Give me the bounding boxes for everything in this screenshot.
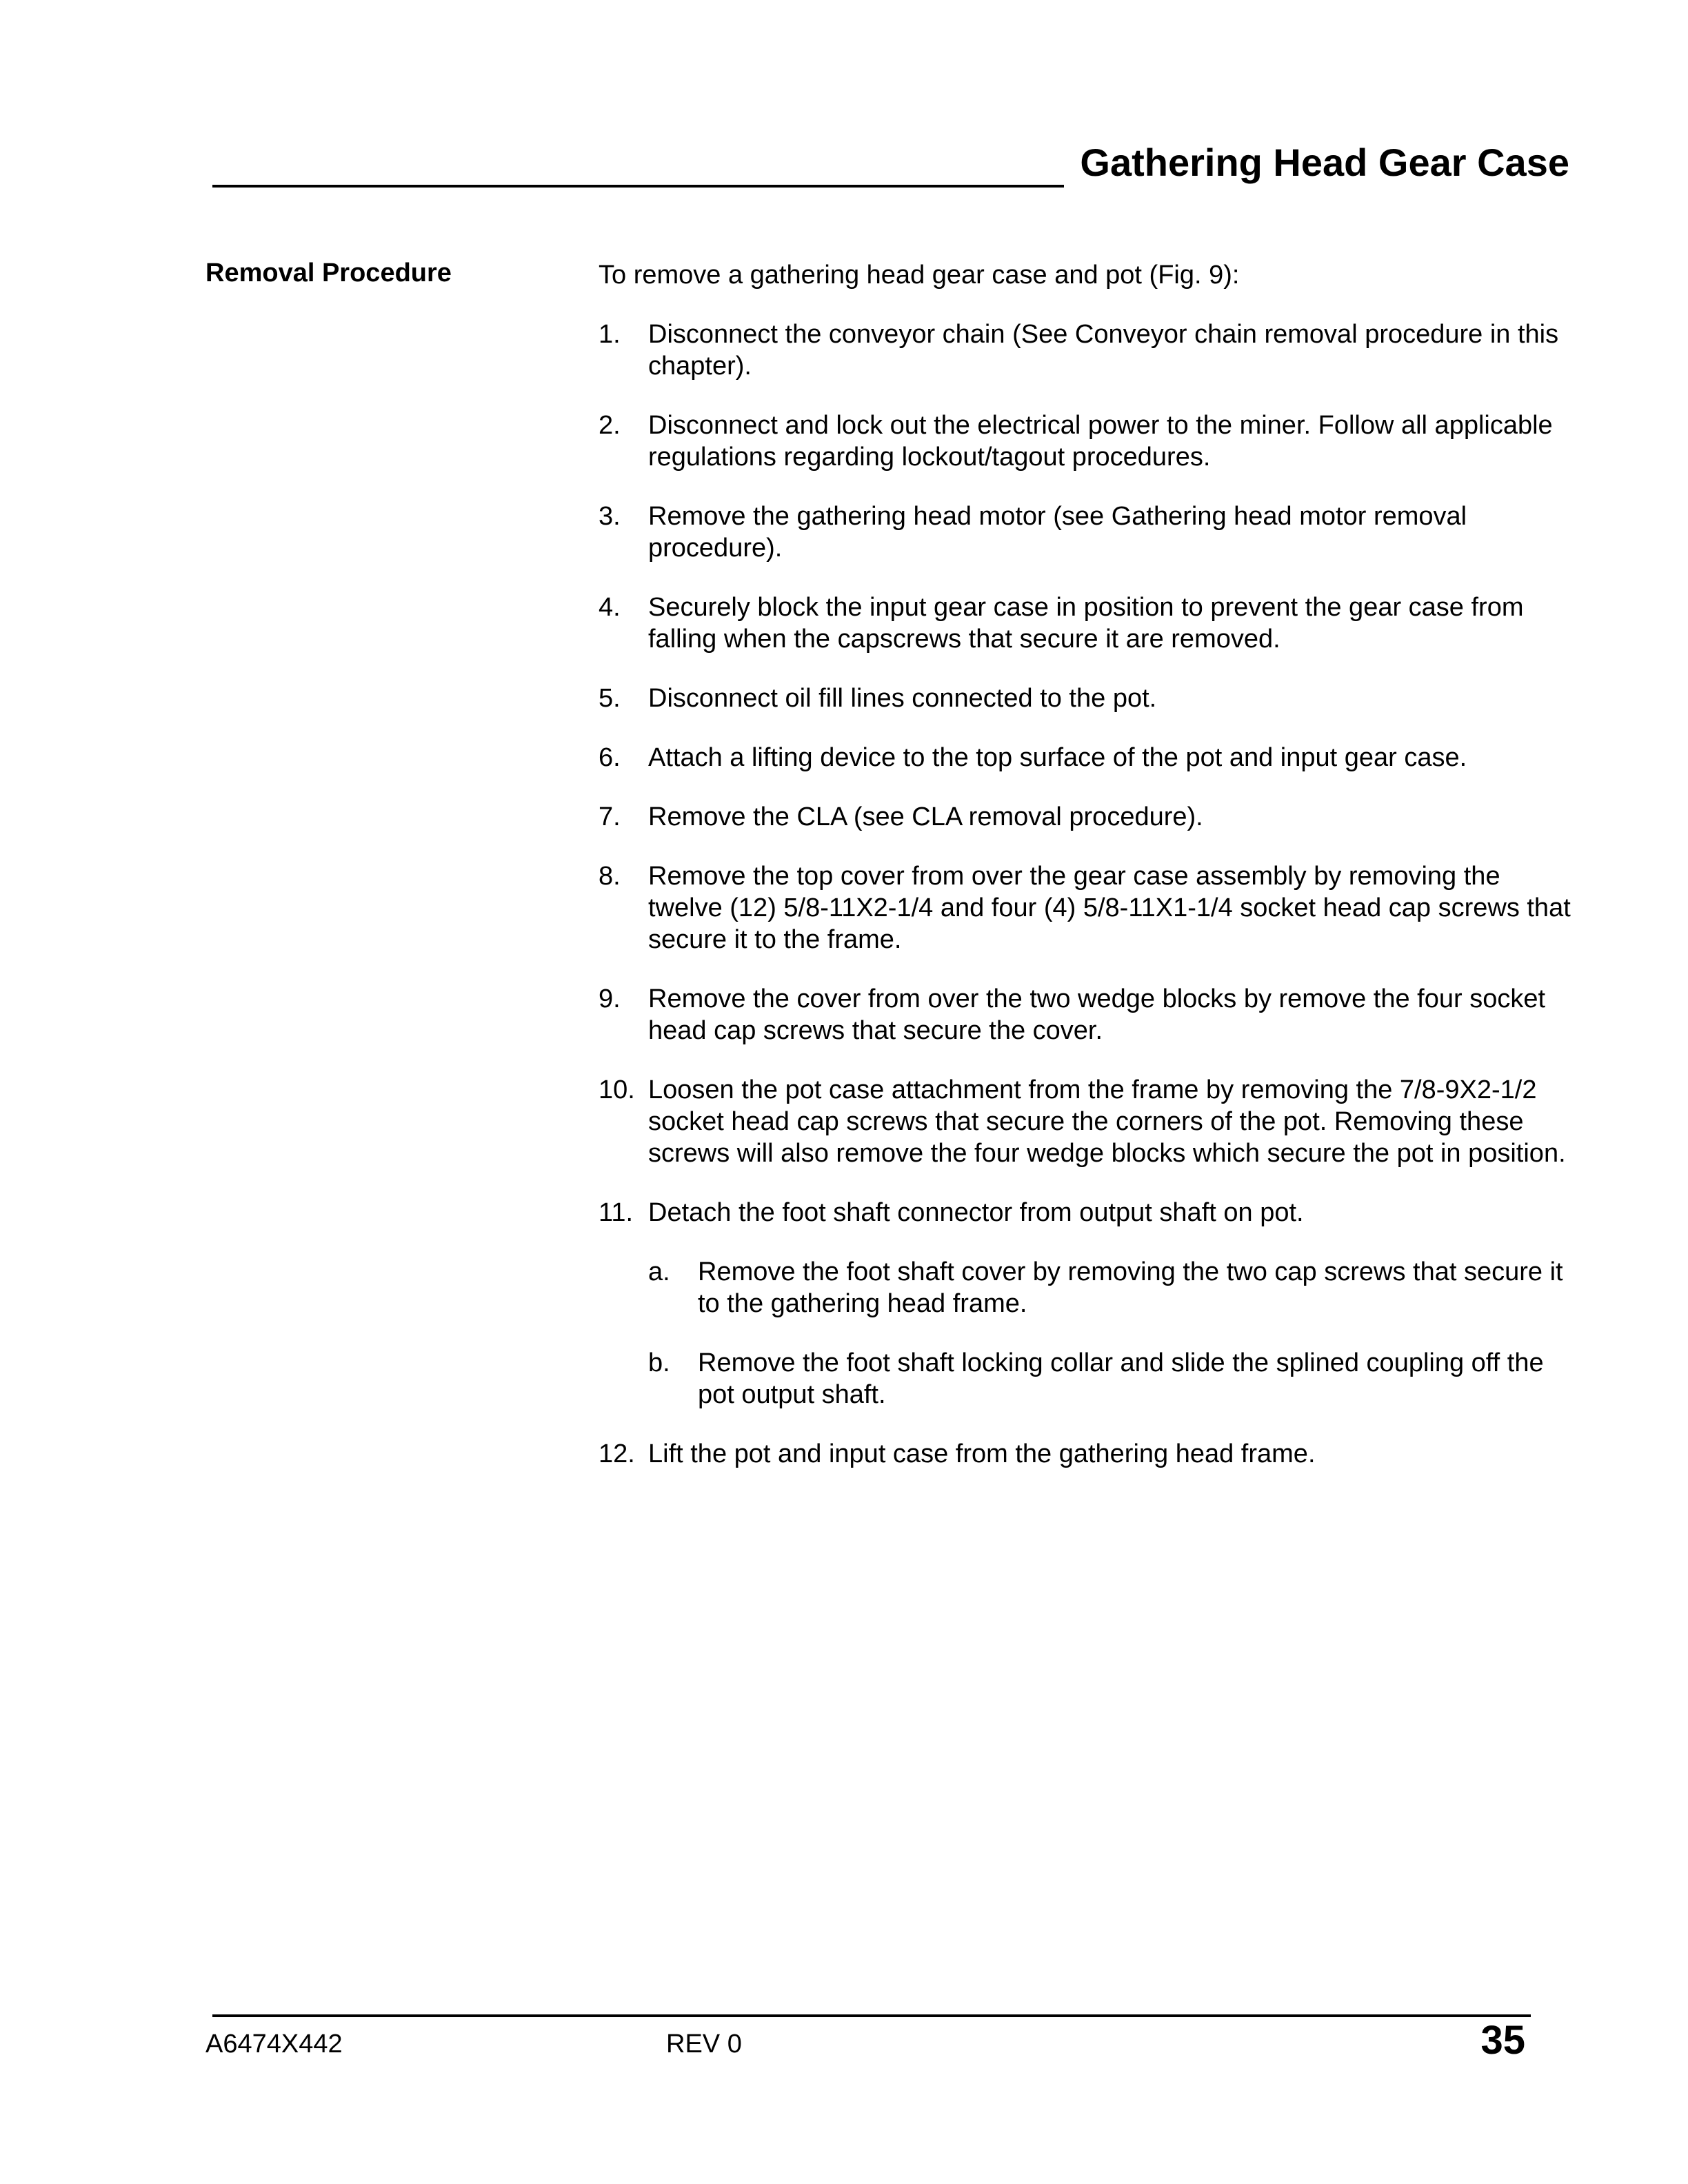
step-number: 8.: [599, 862, 621, 891]
step-text: Disconnect oil fill lines connected to the pot.: [648, 684, 1157, 713]
step-text: Disconnect the conveyor chain (See Conveyor chain removal procedure in this chapter).: [648, 320, 1559, 381]
procedure-steps: [599, 318, 1578, 1470]
step-number: 2.: [599, 411, 621, 440]
step: [599, 592, 1578, 655]
step-number: 3.: [599, 502, 621, 531]
step-text: Securely block the input gear case in position to prevent the gear case from falling when the capscrews that secure it are removed.: [648, 593, 1524, 654]
step-text: Remove the cover from over the two wedge blocks by remove the four socket head cap screws that secure the cover.: [648, 984, 1546, 1045]
step-number: 12.: [599, 1439, 635, 1468]
step-number: 9.: [599, 984, 621, 1013]
step: [599, 860, 1578, 956]
step: [599, 742, 1578, 774]
step-text: Remove the CLA (see CLA removal procedure).: [648, 802, 1203, 831]
step-number: 1.: [599, 320, 621, 349]
substeps: [648, 1256, 1578, 1410]
step: [599, 1438, 1578, 1470]
step-number: 6.: [599, 743, 621, 772]
document-number: A6474X442: [205, 2030, 343, 2059]
page-title: Gathering Head Gear Case: [1080, 141, 1569, 184]
step: [599, 983, 1578, 1046]
substep-letter: a.: [648, 1257, 670, 1286]
step: [599, 801, 1578, 833]
substep-text: Remove the foot shaft cover by removing the two cap screws that secure it to the gathering head frame.: [698, 1257, 1563, 1318]
substep-letter: b.: [648, 1348, 670, 1377]
step: [599, 501, 1578, 564]
step-text: Loosen the pot case attachment from the frame by removing the 7/8-9X2-1/2 socket head cap screws that secure the corners of the pot. Removing these screws will also remove the four wedge blocks which secure the pot in position.: [648, 1075, 1566, 1168]
substep: [648, 1347, 1578, 1410]
step: [599, 318, 1578, 382]
step-number: 11.: [599, 1198, 634, 1227]
step-text: Detach the foot shaft connector from output shaft on pot.: [648, 1198, 1304, 1227]
step-text: Attach a lifting device to the top surface of the pot and input gear case.: [648, 743, 1467, 772]
step: [599, 410, 1578, 473]
step: [599, 1197, 1578, 1410]
procedure-body: [599, 259, 1578, 1497]
step-number: 10.: [599, 1075, 635, 1104]
step-number: 4.: [599, 593, 621, 622]
footer-rule: [212, 2014, 1531, 2017]
step: [599, 682, 1578, 714]
substep: [648, 1256, 1578, 1320]
step-text: Disconnect and lock out the electrical power to the miner. Follow all applicable regulations regarding lockout/tagout procedures.: [648, 411, 1553, 472]
step-text: Remove the top cover from over the gear case assembly by removing the twelve (12) 5/8-11X2-1/4 and four (4) 5/8-11X1-1/4 socket head cap screws that secure it to the frame.: [648, 862, 1571, 954]
revision-label: REV 0: [666, 2030, 742, 2059]
step-text: Remove the gathering head motor (see Gathering head motor removal procedure).: [648, 502, 1467, 563]
step-number: 5.: [599, 684, 621, 713]
section-heading: Removal Procedure: [205, 259, 452, 287]
step-text: Lift the pot and input case from the gathering head frame.: [648, 1439, 1316, 1468]
page-number: 35: [1480, 2018, 1525, 2063]
substep-text: Remove the foot shaft locking collar and slide the splined coupling off the pot output shaft.: [698, 1348, 1544, 1409]
step: [599, 1074, 1578, 1169]
procedure-intro: To remove a gathering head gear case and pot (Fig. 9):: [599, 261, 1240, 290]
header-rule: [212, 185, 1064, 188]
step-number: 7.: [599, 802, 621, 831]
